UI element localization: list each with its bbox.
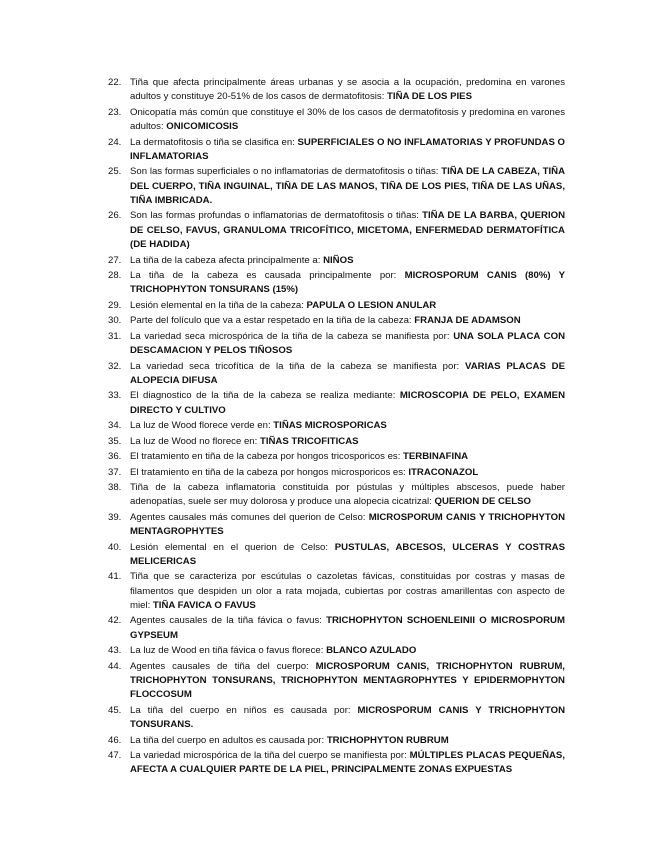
answer-text: TIÑA DE LA CABEZA, TIÑA DEL CUERPO, TIÑA INGUINAL, TIÑA DE LAS MANOS, TIÑA DE LOS PIES, TIÑA DE LAS UÑAS, TIÑA IMBRICADA. [130,166,565,206]
list-item [108,299,565,313]
answer-text: MÚLTIPLES PLACAS PEQUEÑAS, AFECTA A CUALQUIER PARTE DE LA PIEL, PRINCIPALMENTE ZONAS EXPUESTAS [130,750,565,776]
list-item [108,254,565,268]
item-number: 47. [108,750,122,762]
list-item [108,330,565,359]
item-number: 29. [108,299,122,311]
question-text: Agentes causales más comunes del querion de Celso: [130,511,369,523]
answer-text: TIÑAS MICROSPORICAS [273,420,387,432]
list-item [108,389,565,418]
list-item [108,481,565,510]
question-text: Tiña que se caracteriza por escútulas o cazoletas fávicas, constituidas por costras y masas de filamentos que despiden un olor a rata mojada, cubiertas por costras amarillentas con aspecto de miel: [130,571,565,611]
list-item [108,570,565,613]
list-item [108,644,565,658]
list-item [108,76,565,105]
item-number: 44. [108,660,122,672]
item-number: 33. [108,390,122,402]
list-item [108,511,565,540]
question-text: La variedad microspórica de la tiña del cuerpo se manifiesta por: [130,750,410,762]
answer-text: PAPULA O LESION ANULAR [306,299,437,311]
question-text: La tiña del cuerpo en niños es causada por: [130,704,358,716]
answer-text: TIÑA DE LA BARBA, QUERION DE CELSO, FAVUS, GRANULOMA TRICOFÍTICO, MICETOMA, ENFERMEDAD DERMATOFÍTICA (DE HADIDA) [130,210,566,251]
list-item [108,136,565,165]
item-number: 26. [108,210,122,222]
list-item [108,209,565,252]
question-text: La tiña de la cabeza afecta principalmente a: [130,254,324,266]
answer-text: MICROSPORUM CANIS Y TRICHOPHYTON MENTAGROPHYTES [130,511,565,538]
item-number: 24. [108,136,122,148]
question-text: Tiña de la cabeza inflamatoria constituida por pústulas y múltiples abscesos, puede haber adenopatías, suele ser muy dolorosa y produce una alopecia cicatrizal: [130,482,565,508]
answer-text: MICROSPORUM CANIS Y TRICHOPHYTON TONSURANS. [130,704,565,731]
list-item [108,360,565,389]
answer-text: TRICHOPHYTON RUBRUM [326,734,449,746]
question-text: La dermatofitosis o tiña se clasifica en: [130,136,298,148]
question-text: La luz de Wood en tiña fávica o favus florece: [130,645,327,657]
question-text: El tratamiento en tiña de la cabeza por hongos microsporicos es: [130,466,409,478]
answer-text: VARIAS PLACAS DE ALOPECIA DIFUSA [130,360,566,386]
list-item [108,435,565,449]
list-item [108,106,565,135]
question-text: Parte del folículo que va a estar respetado en la tiña de la cabeza: [130,315,415,327]
list-item [108,466,565,480]
list-item [108,269,565,298]
item-number: 38. [108,482,122,494]
item-number: 32. [108,360,122,372]
answer-text: TIÑAS TRICOFITICAS [259,435,359,447]
item-number: 45. [108,704,122,716]
question-text: La variedad seca microspórica de la tiña de la cabeza se manifiesta por: [130,330,454,342]
answer-text: TERBINAFINA [403,451,469,463]
item-number: 30. [108,315,122,327]
list-item [108,704,565,733]
list-item [108,165,565,208]
question-text: Son las formas superficiales o no inflamatorias de dermatofitosis o tiñas: [130,166,442,178]
answer-text: ONICOMICOSIS [166,121,239,133]
question-text: Agentes causales de tiña del cuerpo: [130,660,316,672]
list-item [108,660,565,703]
question-text: La luz de Wood florece verde en: [130,420,274,432]
answer-text: SUPERFICIALES O NO INFLAMATORIAS Y PROFUNDAS O INFLAMATORIAS [130,136,565,162]
item-number: 39. [108,511,122,523]
answer-text: QUERION DE CELSO [434,496,531,508]
item-number: 46. [108,734,122,746]
answer-text: PUSTULAS, ABCESOS, ULCERAS Y COSTRAS MELICERICAS [130,541,565,567]
list-item [108,734,565,748]
item-number: 36. [108,451,122,463]
answer-text: TIÑA FAVICA O FAVUS [152,599,256,611]
answer-text: MICROSCOPIA DE PELO, EXAMEN DIRECTO Y CULTIVO [130,390,566,416]
answer-text: TIÑA DE LOS PIES [387,91,472,103]
answer-text: MICROSPORUM CANIS (80%) Y TRICHOPHYTON TONSURANS (15%) [130,269,566,296]
item-number: 31. [108,330,122,342]
answer-text: MICROSPORUM CANIS, TRICHOPHYTON RUBRUM, TRICHOPHYTON TONSURANS, TRICHOPHYTON MENTAGROPHYTES Y EPIDERMOPHYTON FLOCCOSUM [130,660,565,701]
list-item [108,450,565,464]
question-text: El diagnostico de la tiña de la cabeza se realiza mediante: [130,390,400,402]
question-text: La tiña de la cabeza es causada principalmente por: [130,269,405,281]
item-number: 37. [108,466,122,478]
item-number: 42. [108,615,122,627]
item-number: 27. [108,254,122,266]
question-text: Onicopatía más común que constituye el 30% de los casos de dermatofitosis y predomina en varones adultos: [130,106,565,133]
answer-text: FRANJA DE ADAMSON [414,315,521,327]
item-number: 35. [108,435,122,447]
question-text: Lesión elemental en el querion de Celso: [130,541,335,553]
item-number: 41. [108,571,122,583]
list-item [108,419,565,433]
item-number: 43. [108,645,122,657]
question-text: Tiña que afecta principalmente áreas urbanas y se asocia a la ocupación, predomina en varones adultos y constituye 20-51% de los casos de dermatofitosis: [130,77,565,103]
question-text: La luz de Wood no florece en: [130,435,260,447]
answer-text: BLANCO AZULADO [326,645,417,657]
question-text: Son las formas profundas o inflamatorias de dermatofitosis o tiñas: [130,210,423,222]
answer-text: UNA SOLA PLACA CON DESCAMACION Y PELOS TIÑOSOS [130,330,565,357]
item-number: 22. [108,77,122,88]
item-number: 40. [108,541,122,553]
list-item [108,314,565,328]
question-text: La tiña del cuerpo en adultos es causada por: [130,734,327,746]
item-number: 28. [108,269,122,281]
question-text: La variedad seca tricofítica de la tiña de la cabeza se manifiesta por: [130,360,466,372]
question-text: Lesión elemental en la tiña de la cabeza: [130,299,307,311]
answer-text: NIÑOS [323,254,354,266]
item-number: 23. [108,106,122,118]
question-list [108,76,565,778]
answer-text: ITRACONAZOL [408,466,479,478]
list-item [108,541,565,570]
item-number: 25. [108,166,122,178]
list-item [108,614,565,643]
question-text: Agentes causales de la tiña fávica o favus: [130,615,327,627]
item-number: 34. [108,420,122,432]
list-item [108,749,565,778]
answer-text: TRICHOPHYTON SCHOENLEINII O MICROSPORUM GYPSEUM [130,615,565,641]
question-text: El tratamiento en tiña de la cabeza por hongos tricosporicos es: [130,451,404,463]
